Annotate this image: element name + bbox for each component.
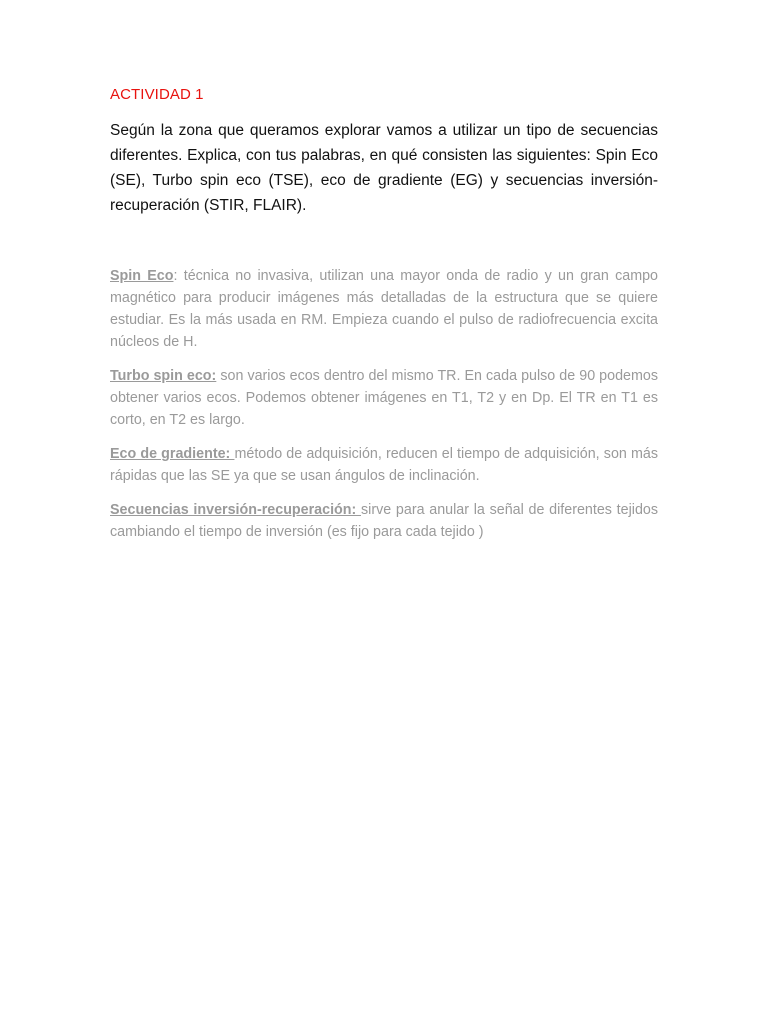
answers-section [110, 265, 658, 543]
answer-spin-eco [110, 265, 658, 353]
term-spin-eco: Spin Eco [110, 268, 174, 284]
definition-spin-eco: : técnica no invasiva, utilizan una mayor onda de radio y un gran campo magnético para producir imágenes más detalladas de la estructura que se quiere estudiar. Es la más usada en RM. Empieza cuando el pulso de radiofrecuencia excita núcleos de H. [110, 268, 659, 350]
term-inversion-recuperacion: Secuencias inversión-recuperación: [110, 502, 362, 518]
definition-inversion-recuperacion: sirve para anular la señal de diferentes tejidos cambiando el tiempo de inversión (es fijo para cada tejido ) [110, 502, 658, 540]
activity-prompt: Según la zona que queramos explorar vamos a utilizar un tipo de secuencias diferentes. Explica, con tus palabras, en qué consisten las siguientes: Spin Eco (SE), Turbo spin eco (TSE), eco de gradiente (EG) y secuencias inversión-recuperación (STIR, FLAIR). [110, 122, 658, 214]
definition-eco-gradiente: método de adquisición, reducen el tiempo de adquisición, son más rápidas que las SE ya que se usan ángulos de inclinación. [110, 446, 658, 484]
term-eco-gradiente: Eco de gradiente: [110, 446, 235, 462]
answer-turbo-spin-eco [110, 365, 658, 431]
term-turbo-spin-eco: Turbo spin eco: [110, 368, 217, 384]
answer-eco-gradiente [110, 443, 658, 487]
activity-heading: ACTIVIDAD 1 [110, 86, 204, 103]
document-page [110, 84, 658, 555]
definition-turbo-spin-eco: son varios ecos dentro del mismo TR. En cada pulso de 90 podemos obtener varios ecos. Podemos obtener imágenes en T1, T2 y en Dp. El TR en T1 es corto, en T2 es largo. [110, 368, 659, 428]
answer-inversion-recuperacion [110, 499, 658, 543]
